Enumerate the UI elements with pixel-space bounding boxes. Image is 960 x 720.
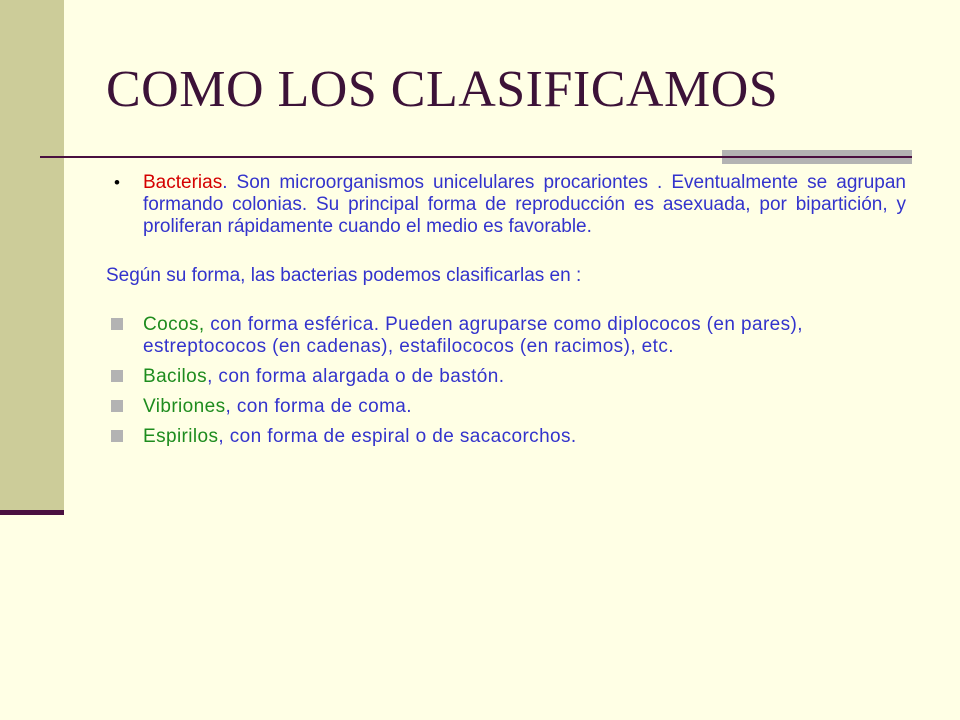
item-text: , con forma de coma.: [225, 396, 412, 417]
slide-title: COMO LOS CLASIFICAMOS: [106, 61, 779, 118]
item-term: Cocos,: [143, 314, 205, 335]
left-accent-bar-foot: [0, 510, 64, 515]
list-item: [106, 396, 906, 418]
dot-bullet-icon: •: [114, 173, 120, 192]
square-bullet-icon: [111, 318, 123, 330]
item-text: , con forma de espiral o de sacacorchos.: [218, 426, 577, 447]
slide-body: [106, 172, 906, 456]
intro-term: Bacterias: [143, 172, 223, 193]
intro-paragraph: [106, 172, 906, 238]
square-bullet-icon: [111, 430, 123, 442]
list-item: [106, 366, 906, 388]
item-term: Espirilos: [143, 426, 219, 447]
list-item: [106, 426, 906, 448]
list-item: [106, 314, 906, 358]
item-term: Vibriones: [143, 396, 226, 417]
title-rule-accent: [722, 150, 912, 164]
square-bullet-icon: [111, 400, 123, 412]
classification-subtitle: Según su forma, las bacterias podemos clasificarlas en :: [106, 265, 582, 286]
item-text: , con forma alargada o de bastón.: [207, 366, 505, 387]
intro-text: . Son microorganismos unicelulares procariontes . Eventualmente se agrupan formando colonias. Su principal forma de reproducción es asexuada, por bipartición, y proliferan rápidamente cuando el medio es favorable.: [143, 172, 906, 237]
item-text: con forma esférica. Pueden agruparse como diplococos (en pares), estreptococos (en cadenas), estafilococos (en racimos), etc.: [143, 314, 803, 357]
shape-list: [106, 314, 906, 448]
square-bullet-icon: [111, 370, 123, 382]
left-accent-bar: [0, 0, 64, 512]
item-term: Bacilos: [143, 366, 208, 387]
